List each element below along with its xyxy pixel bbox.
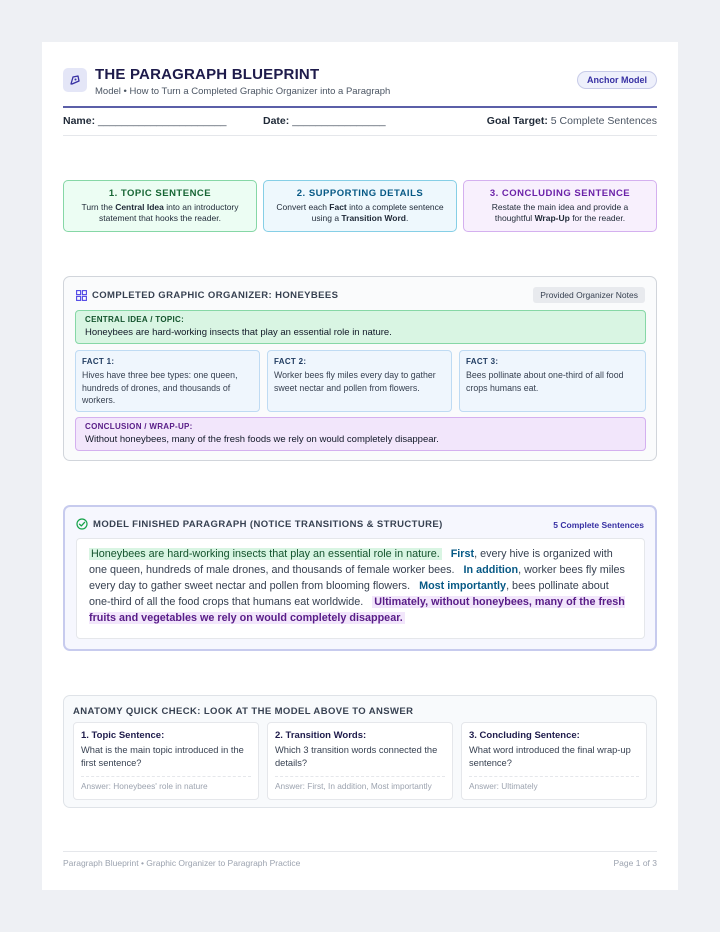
grid-icon (76, 290, 87, 301)
step-concluding-sentence: 3. CONCLUDING SENTENCE Restate the main idea and provide a thoughtful Wrap-Up for the reader. (463, 180, 657, 232)
page-subtitle: Model • How to Turn a Completed Graphic Organizer into a Paragraph (95, 86, 391, 97)
conclusion-box: CONCLUSION / WRAP-UP: Without honeybees, many of the fresh foods we rely on would completely disappear. (75, 417, 646, 451)
question-card: 1. Topic Sentence: What is the main topic introduced in the first sentence? Answer: Honeybees' role in nature (73, 722, 259, 800)
page-header (63, 66, 657, 108)
answer-text: Answer: Ultimately (469, 776, 639, 791)
check-circle-icon (76, 518, 88, 530)
graphic-organizer (63, 276, 657, 461)
pen-nib-icon (63, 68, 87, 92)
fact-box: FACT 1: Hives have three bee types: one queen, hundreds of drones, and thousands of workers. (75, 350, 260, 412)
conclusion-highlight: Ultimately, without honeybees, many of the fresh fruits and vegetables we rely on would completely disappear. (89, 596, 625, 624)
page-footer (63, 851, 657, 869)
footer-label: Paragraph Blueprint • Graphic Organizer to Paragraph Practice (63, 858, 301, 868)
fact-box: FACT 2: Worker bees fly miles every day to gather sweet nectar and pollen from flowers. (267, 350, 452, 412)
fact-box: FACT 3: Bees pollinate about one-third of all food crops humans eat. (459, 350, 646, 412)
name-field[interactable]: Name: ______________________ (63, 115, 227, 127)
central-idea-box: CENTRAL IDEA / TOPIC: Honeybees are hard-working insects that play an essential role in nature. (75, 310, 646, 344)
page-title: THE PARAGRAPH BLUEPRINT (95, 66, 320, 83)
steps-row (63, 180, 657, 232)
quick-check-heading: ANATOMY QUICK CHECK: LOOK AT THE MODEL ABOVE TO ANSWER (73, 706, 414, 717)
date-field[interactable]: Date: ________________ (263, 115, 386, 127)
worksheet-page (42, 42, 678, 890)
model-paragraph-section (63, 505, 657, 651)
model-heading: MODEL FINISHED PARAGRAPH (NOTICE TRANSITIONS & STRUCTURE) (76, 518, 443, 530)
answer-text: Answer: First, In addition, Most importantly (275, 776, 445, 791)
step-topic-sentence: 1. TOPIC SENTENCE Turn the Central Idea into an introductory statement that hooks the reader. (63, 180, 257, 232)
question-card: 2. Transition Words: Which 3 transition words connected the details? Answer: First, In addition, Most importantly (267, 722, 453, 800)
answer-text: Answer: Honeybees' role in nature (81, 776, 251, 791)
page-number: Page 1 of 3 (613, 858, 657, 868)
transition-word: In addition (463, 564, 519, 576)
transition-word: Most importantly (419, 580, 507, 592)
organizer-heading: COMPLETED GRAPHIC ORGANIZER: HONEYBEES (76, 290, 338, 301)
quick-check-section (63, 695, 657, 808)
goal-target: Goal Target: 5 Complete Sentences (486, 115, 657, 127)
student-info-row (63, 114, 657, 136)
topic-sentence-highlight: Honeybees are hard-working insects that play an essential role in nature. (91, 548, 440, 560)
question-card: 3. Concluding Sentence: What word introduced the final wrap-up sentence? Answer: Ultimately (461, 722, 647, 800)
model-paragraph: Honeybees are hard-working insects that play an essential role in nature. First, every hive is organized with one queen, hundreds of male drones, and thousands of female worker bees. In addition, worker bees fly miles every day to gather sweet nectar and pollen from blooming flowers. Most importantly, bees pollinate about one-third of all the food crops that humans eat worldwide. Ultimately, without honeybees, many of the fresh fruits and vegetables we rely on would completely disappear. (76, 538, 645, 639)
step-supporting-details: 2. SUPPORTING DETAILS Convert each Fact into a complete sentence using a Transition Word. (263, 180, 457, 232)
transition-word: First (450, 548, 475, 560)
organizer-notes-badge: Provided Organizer Notes (533, 287, 645, 303)
anchor-model-badge: Anchor Model (577, 71, 657, 89)
sentence-count-badge: 5 Complete Sentences (553, 520, 644, 530)
